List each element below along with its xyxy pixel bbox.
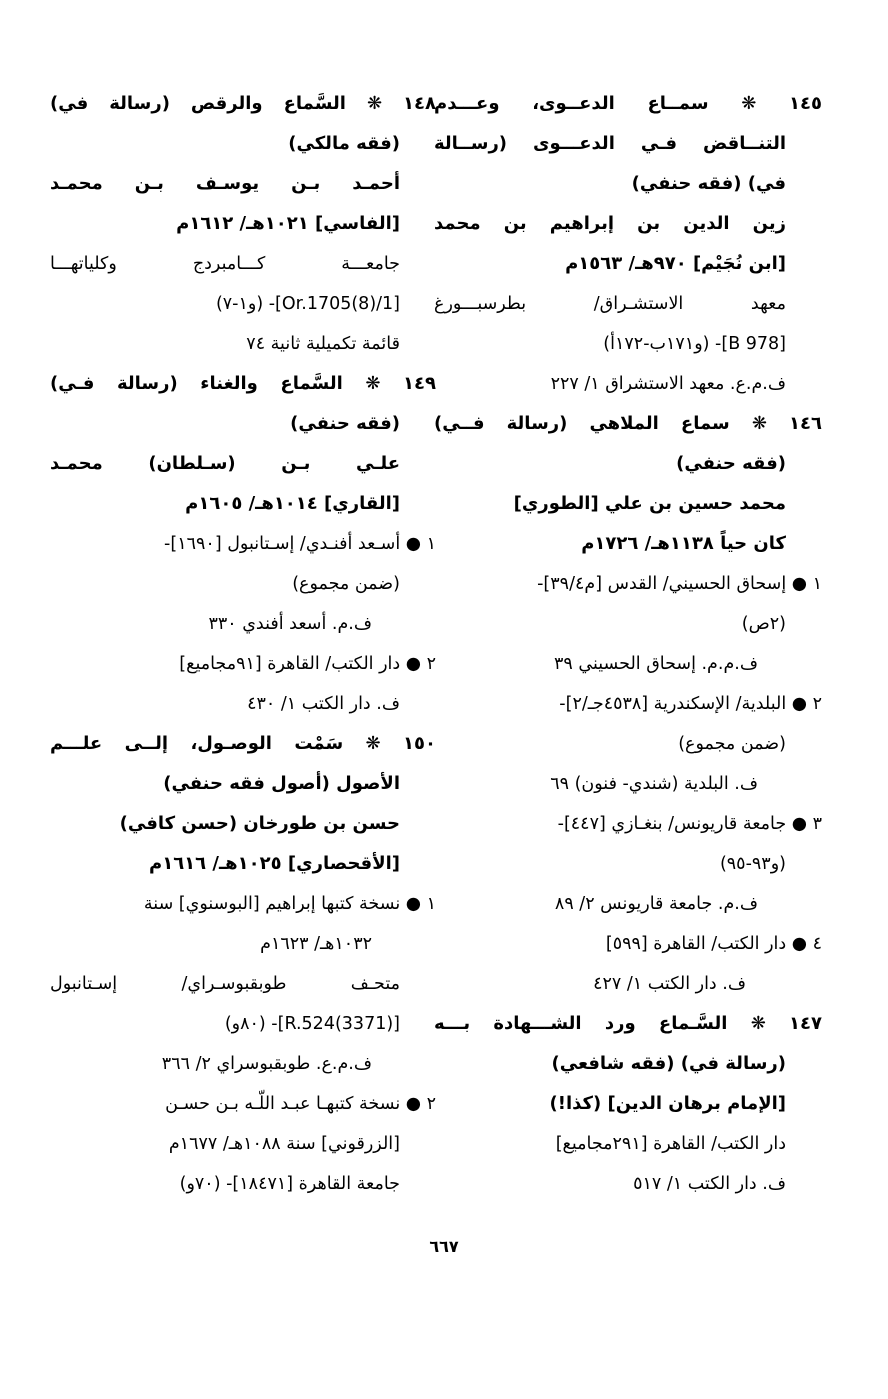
right-column-line: ف. البلدية (شندي- فنون) ٦٩ <box>550 774 758 794</box>
left-column-line: (فقه مالكي) <box>288 133 400 154</box>
left-column-line: ١ ● نسخة كتبها إبراهيم [البوسنوي] سنة <box>143 894 436 914</box>
right-column-line: ف. دار الكتب ١/ ٤٢٧ <box>593 974 746 994</box>
left-column-line: ٢ ● نسخة كتبهـا عبـد اللّـه بـن حسـن <box>165 1094 436 1114</box>
left-column-line: (ضمن مجموع) <box>292 574 400 594</box>
left-column-line: [الفاسي] ١٠٢١هـ/ ١٦١٢م <box>176 213 400 234</box>
right-column-line: (رسالة في) (فقه شافعي) <box>551 1053 786 1074</box>
left-column-line: ف.م. أسعد أفندي ٣٣٠ <box>208 614 372 634</box>
left-column-line: (فقه حنفي) <box>290 413 400 434</box>
left-column-line: ١٠٣٢هـ/ ١٦٢٣م <box>260 934 372 954</box>
right-column-line: زين الدين بن إبراهيم بن محمد <box>434 213 786 234</box>
left-column-line: ١٤٩ ❋ السَّماع والغناء (رسالة فـي) <box>50 373 436 394</box>
left-column-line: ف. دار الكتب ١/ ٤٣٠ <box>247 694 400 714</box>
right-column-line: ٣ ● جامعة قاريونس/ بنغـازي [٤٤٧]- <box>557 814 822 834</box>
right-column-line: معهد الاستشـراق/ بطرسبـــورغ <box>434 294 786 314</box>
left-column-line: الأصول (أصول فقه حنفي) <box>163 773 400 794</box>
left-column-line: ١ ● أسـعد أفنـدي/ إسـتانبول [١٦٩٠]- <box>164 534 436 554</box>
right-column-line: (و٩٣-٩٥) <box>719 854 786 874</box>
left-column-line: [(3371)R.524]- (٨٠و) <box>224 1014 400 1034</box>
right-column-line: (٢ص) <box>741 614 786 634</box>
left-column-line: متحـف طوبقبوسـراي/ إسـتانبول <box>50 974 400 994</box>
left-column-line: علـي بـن (سـلطان) محمـد <box>50 453 400 474</box>
right-column-line: [B 978]- (و١٧١ب-١٧٢أ) <box>603 334 786 354</box>
right-column <box>434 84 822 1204</box>
right-column-line: ف.م.م. إسحاق الحسيني ٣٩ <box>554 654 758 674</box>
right-column-line: التنــاقض فـي الدعـــوى (رســالة <box>434 133 786 154</box>
right-column-line: [ابن نُجَيْم] ٩٧٠هـ/ ١٥٦٣م <box>565 253 786 274</box>
left-column <box>50 84 436 1204</box>
right-column-line: ١٤٦ ❋ سماع الملاهي (رسالة فــي) <box>434 413 822 434</box>
left-column-line: [الزرقوني] سنة ١٠٨٨هـ/ ١٦٧٧م <box>168 1134 400 1154</box>
right-column-line: دار الكتب/ القاهرة [٢٩١مجاميع] <box>555 1134 786 1154</box>
right-column-line: ف.م.ع. معهد الاستشراق ١/ ٢٢٧ <box>550 374 786 394</box>
left-column-line: جامعـــة كـــامبردج وكلياتهـــا <box>50 254 400 274</box>
right-column-line: [الإمام برهان الدين] (كذا!) <box>549 1093 786 1114</box>
page-number: ٦٦٧ <box>429 1237 459 1256</box>
left-column-line: ٢ ● دار الكتب/ القاهرة [٩١مجاميع] <box>179 654 436 674</box>
right-column-line: ف. دار الكتب ١/ ٥١٧ <box>633 1174 786 1194</box>
left-column-line: ١٤٨ ❋ السَّماع والرقص (رسالة في) <box>50 93 436 114</box>
left-column-line: [القاري] ١٠١٤هـ/ ١٦٠٥م <box>185 493 400 514</box>
left-column-line: ١٥٠ ❋ سَمْت الوصـول، إلــى علـــم <box>50 733 436 754</box>
left-column-line: [Or.1705(8)/1]- (و١-٧) <box>215 294 400 314</box>
right-column-line: محمد حسين بن علي [الطوري] <box>513 493 786 514</box>
right-column-line: ٢ ● البلدية/ الإسكندرية [٤٥٣٨جـ/٢]- <box>559 694 822 714</box>
right-column-line: كان حياً ١١٣٨هـ/ ١٧٢٦م <box>581 533 786 554</box>
left-column-line: [الأقحصاري] ١٠٢٥هـ/ ١٦١٦م <box>149 853 400 874</box>
right-column-line: ١٤٧ ❋ السَّـماع ورد الشـــهادة بـــه <box>434 1013 822 1034</box>
left-column-line: جامعة القاهرة [١٨٤٧١]- (٧٠و) <box>179 1174 400 1194</box>
left-column-line: ف.م.ع. طوبقبوسراي ٢/ ٣٦٦ <box>161 1054 372 1074</box>
right-column-line: ١ ● إسحاق الحسيني/ القدس [م٣٩/٤]- <box>537 574 822 594</box>
right-column-line: (فقه حنفي) <box>676 453 786 474</box>
right-column-line: في) (فقه حنفي) <box>631 173 786 194</box>
right-column-line: ١٤٥ ❋ سمــاع الدعــوى، وعـــدم <box>434 93 822 114</box>
left-column-line: أحمـد بـن يوسـف بـن محمـد <box>50 173 400 194</box>
left-column-line: حسن بن طورخان (حسن كافي) <box>119 813 400 834</box>
right-column-line: (ضمن مجموع) <box>678 734 786 754</box>
right-column-line: ٤ ● دار الكتب/ القاهرة [٥٩٩] <box>605 934 822 954</box>
left-column-line: قائمة تكميلية ثانية ٧٤ <box>246 334 400 354</box>
right-column-line: ف.م. جامعة قاريونس ٢/ ٨٩ <box>554 894 758 914</box>
